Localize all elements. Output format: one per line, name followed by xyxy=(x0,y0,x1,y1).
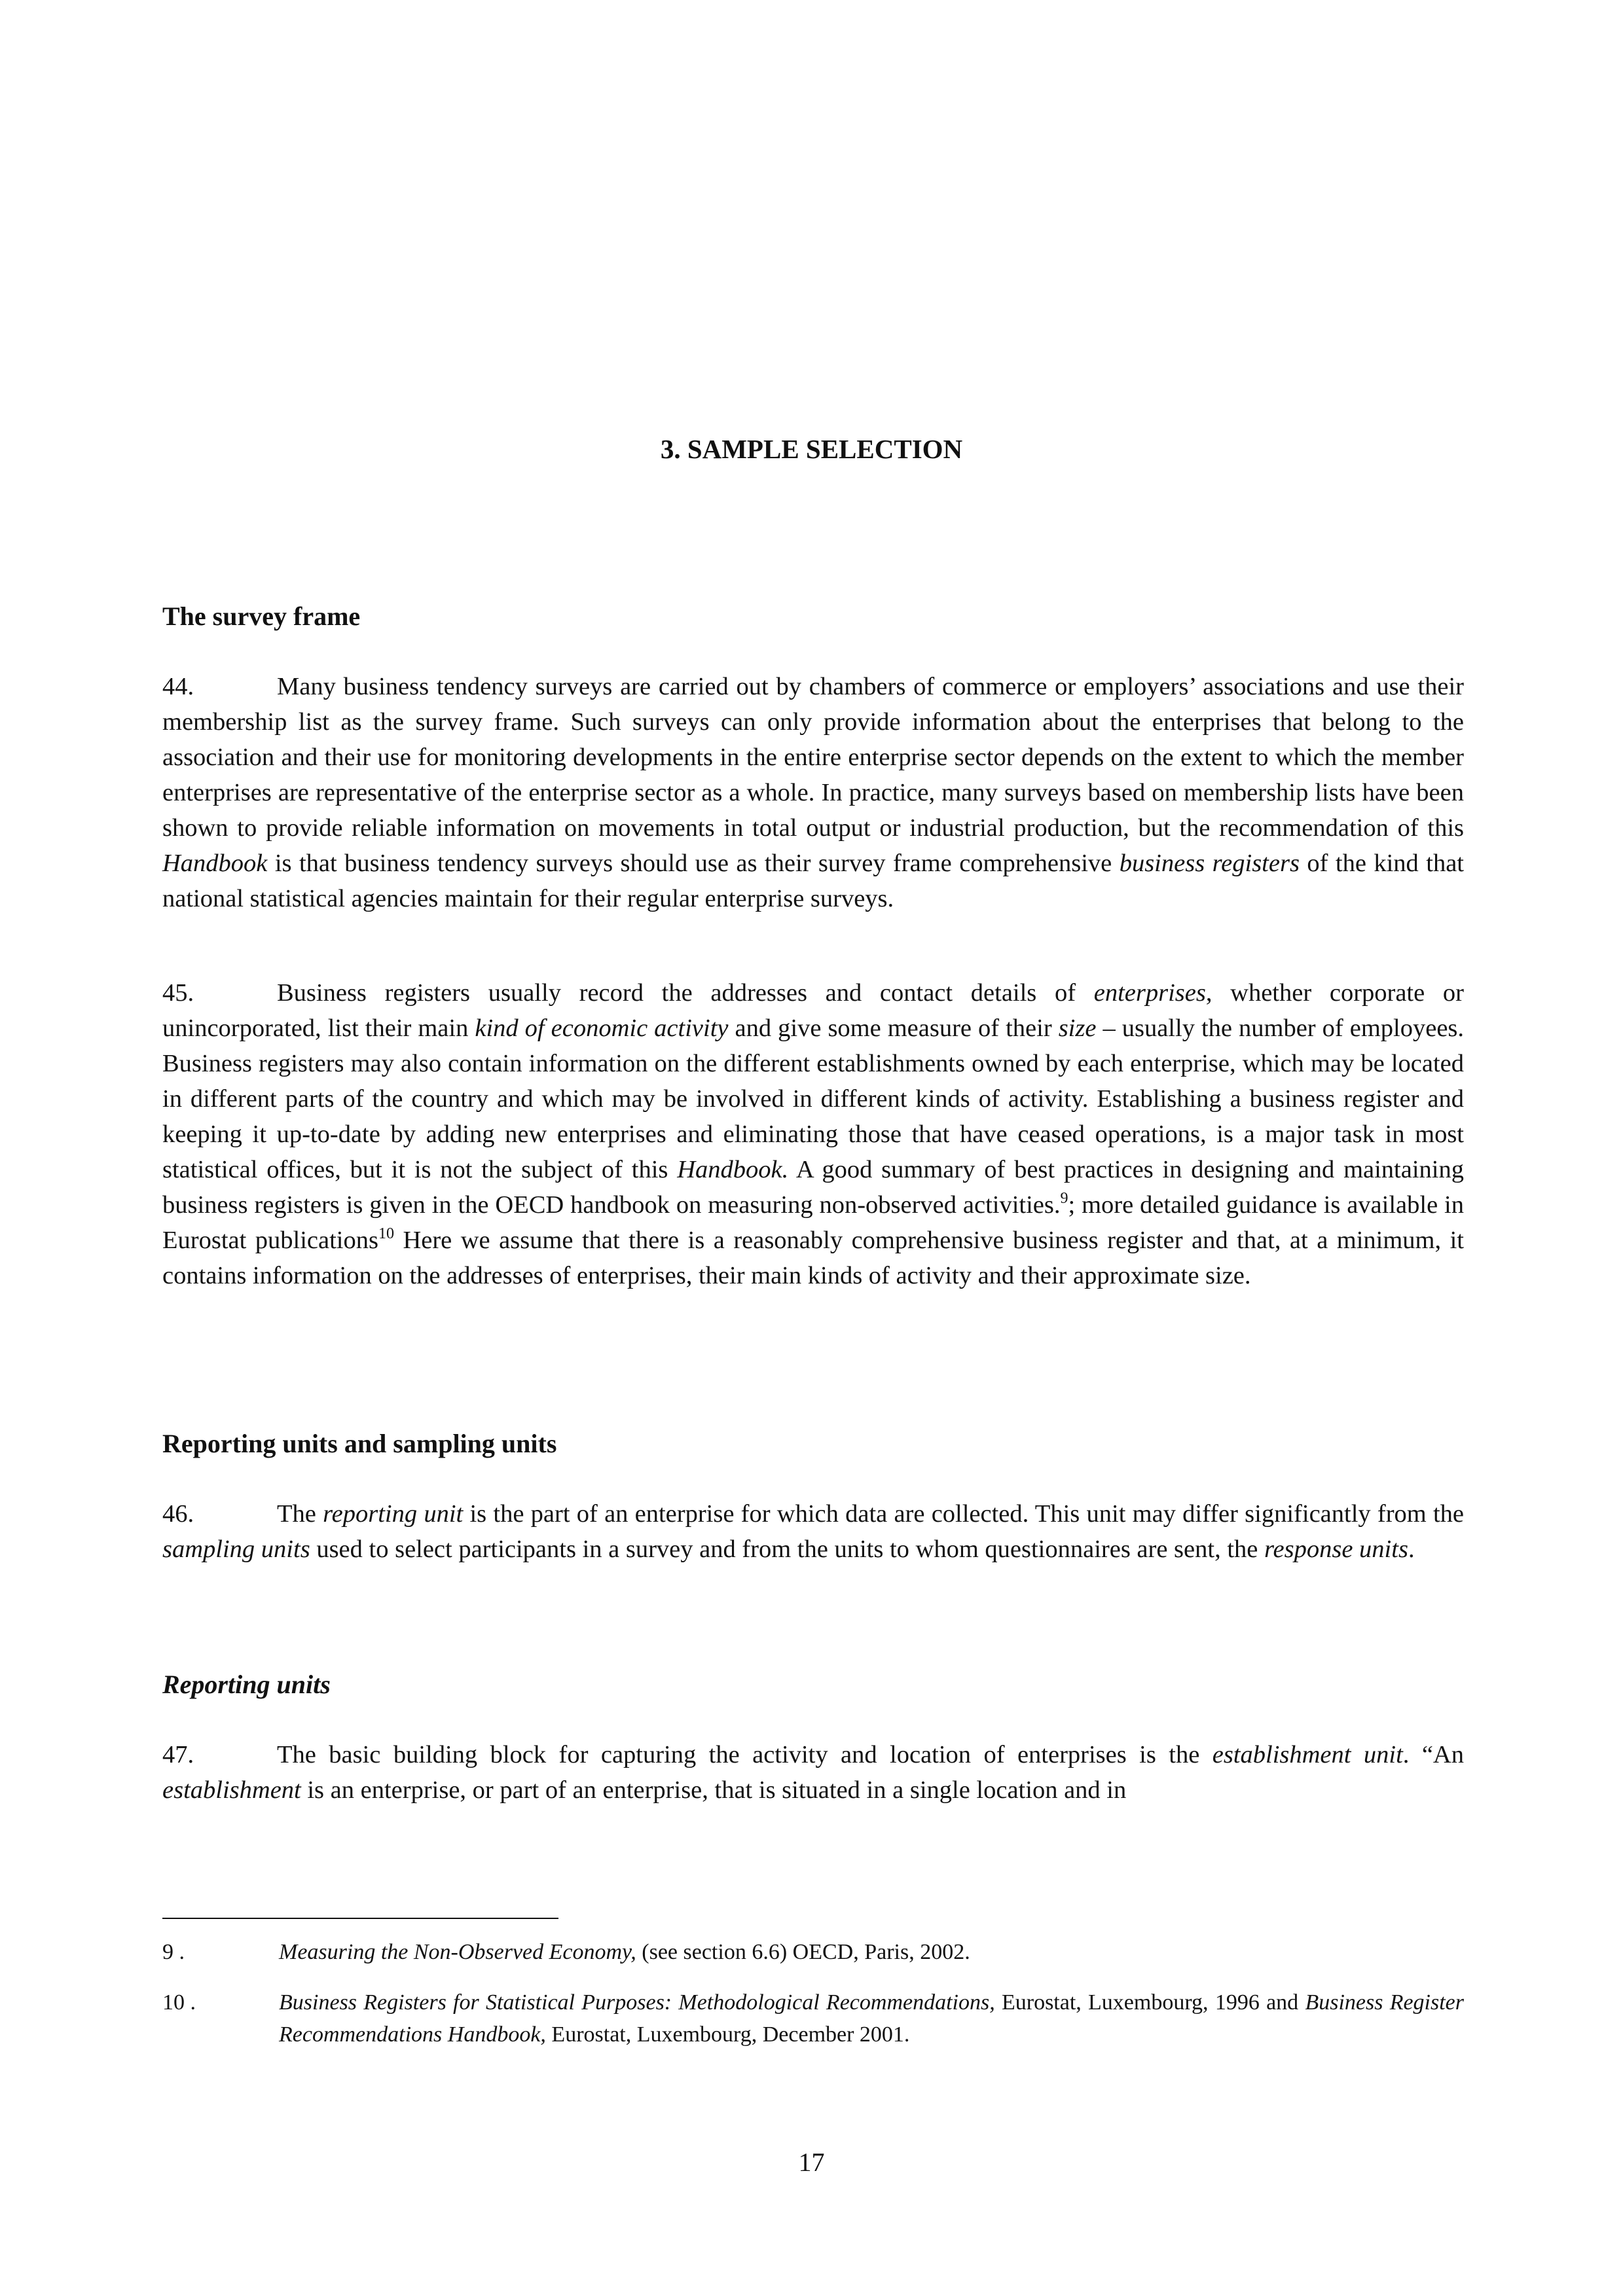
paragraph-47 xyxy=(162,1737,1464,1808)
paragraph-text: . “An xyxy=(1402,1741,1464,1768)
paragraph-44 xyxy=(162,669,1464,916)
paragraph-46 xyxy=(162,1496,1464,1567)
footnote-9 xyxy=(162,1936,1464,1968)
heading-reporting-and-sampling-units: Reporting units and sampling units xyxy=(162,1429,557,1458)
italic-term: response units xyxy=(1264,1535,1408,1563)
italic-term: business registers xyxy=(1119,850,1300,877)
paragraph-text: used to select participants in a survey and from the units to whom questionnaires are sent, the xyxy=(310,1535,1264,1563)
footnote-text xyxy=(279,1986,1464,2051)
footnote-ref-9[interactable]: 9 xyxy=(1060,1190,1068,1207)
footnote-10 xyxy=(162,1986,1464,2051)
paragraph-45 xyxy=(162,975,1464,1293)
footnote-body: Eurostat, Luxembourg, December 2001. xyxy=(545,2022,910,2047)
italic-term: establishment unit xyxy=(1212,1741,1403,1768)
footnote-title: Business Registers for Statistical Purposes: Methodological Recommendations, xyxy=(279,1990,995,2015)
paragraph-text: of the kind that national statistical agencies maintain for their regular enterprise surveys. xyxy=(162,850,1464,912)
footnote-body: (see section 6.6) OECD, Paris, 2002. xyxy=(636,1940,970,1964)
page-number: 17 xyxy=(798,2147,825,2177)
italic-term: sampling units xyxy=(162,1535,310,1563)
paragraph-number: 46. xyxy=(162,1500,194,1528)
footnote-text xyxy=(279,1936,1464,1968)
paragraph-text: is the part of an enterprise for which data are collected. This unit may differ significantly from the xyxy=(463,1500,1464,1528)
paragraph-text: A good summary of best practices in designing and maintaining business registers is given in the OECD handbook on measuring non-observed activities. xyxy=(162,1156,1464,1219)
heading-reporting-units: Reporting units xyxy=(162,1670,331,1699)
footnote-ref-10[interactable]: 10 xyxy=(378,1225,394,1242)
paragraph-text: . xyxy=(1408,1535,1415,1563)
paragraph-text: is that business tendency surveys should use as their survey frame comprehensive xyxy=(267,850,1120,877)
paragraph-text: The basic building block for capturing the activity and location of enterprises is the xyxy=(277,1741,1213,1768)
footnote-number: 10 . xyxy=(162,1990,196,2015)
heading-survey-frame: The survey frame xyxy=(162,601,361,631)
footnote-title: Business Register Recommendations Handbook, xyxy=(279,1990,1465,2047)
footnote-number: 9 . xyxy=(162,1940,185,1964)
paragraph-text: Business registers usually record the addresses and contact details of xyxy=(277,979,1094,1007)
paragraph-text: The xyxy=(277,1500,323,1528)
italic-term: reporting unit xyxy=(323,1500,464,1528)
paragraph-text: and give some measure of their xyxy=(728,1014,1059,1042)
paragraph-number: 45. xyxy=(162,979,194,1007)
paragraph-text: Many business tendency surveys are carried out by chambers of commerce or employers’ associations and use their membership list as the survey frame. Such surveys can only provide information about the enterprises that belong to the association and their use for monitoring developments in the entire enterprise sector depends on the extent to which the member enterprises are representative of the enterprise sector as a whole. In practice, many surveys based on membership lists have been shown to provide reliable information on movements in total output or industrial production, but the recommendation of this xyxy=(162,673,1464,842)
paragraph-text: Here we assume that there is a reasonably comprehensive business register and that, at a minimum, it contains information on the addresses of enterprises, their main kinds of activity and their approximate size. xyxy=(162,1227,1464,1289)
footnote-title: Measuring the Non-Observed Economy, xyxy=(279,1940,636,1964)
chapter-title: 3. SAMPLE SELECTION xyxy=(660,434,963,464)
italic-term: Handbook xyxy=(162,850,268,877)
italic-term: Handbook. xyxy=(677,1156,789,1183)
paragraph-text: ; more detailed guidance is available in Eurostat publications xyxy=(162,1191,1464,1254)
paragraph-text: – usually the number of employees. Business registers may also contain information on the different establishments owned by each enterprise, which may be located in different parts of the country and which may be involved in different kinds of activity. Establishing a business register and keeping it up-to-date by adding new enterprises and eliminating those that have ceased operations, is a major task in most statistical offices, but it is not the subject of this xyxy=(162,1014,1465,1183)
italic-term: kind of economic activity xyxy=(475,1014,729,1042)
footnote-body: Eurostat, Luxembourg, 1996 and xyxy=(994,1990,1305,2015)
italic-term: size xyxy=(1058,1014,1097,1042)
paragraph-text: , whether corporate or unincorporated, list their main xyxy=(162,979,1464,1042)
footnote-separator xyxy=(162,1918,558,1919)
paragraph-number: 44. xyxy=(162,673,194,700)
paragraph-number: 47. xyxy=(162,1741,194,1768)
italic-term: establishment xyxy=(162,1776,301,1804)
paragraph-text: is an enterprise, or part of an enterprise, that is situated in a single location and in xyxy=(301,1776,1127,1804)
italic-term: enterprises xyxy=(1093,979,1206,1007)
